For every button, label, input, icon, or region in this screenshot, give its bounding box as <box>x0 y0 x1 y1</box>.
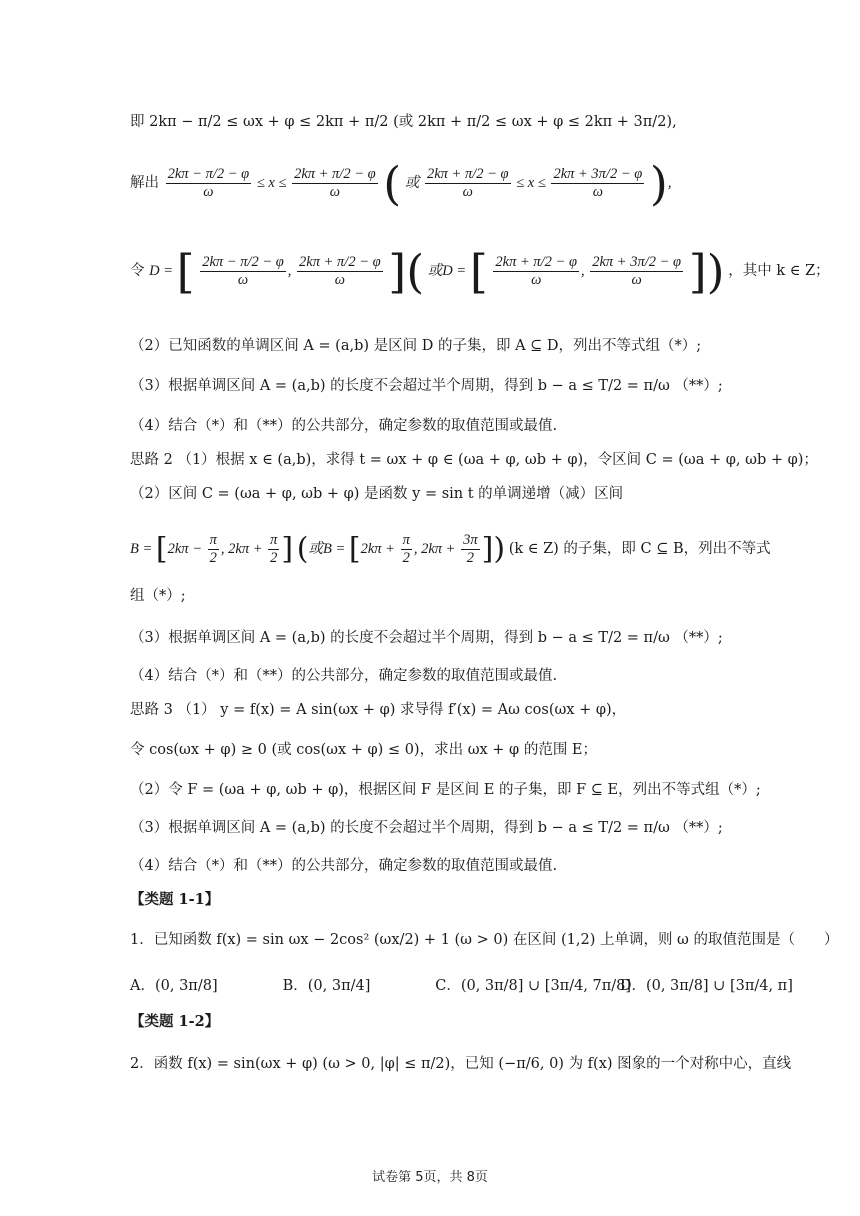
define-d-line <box>130 244 830 299</box>
route2-step3 <box>130 628 748 648</box>
question-2-text: 2．函数 f(x) = sin(ωx + φ) (ω > 0, |φ| ≤ π/2)，已知 (−π/6, 0) 为 f(x) 图象的一个对称中心，直线 <box>130 1056 792 1072</box>
question-1-text: 1．已知函数 f(x) = sin ωx − 2cos² (ωx/2) + 1 (ω > 0) 在区间 (1,2) 上单调，则 ω 的取值范围是（ ） <box>130 932 839 948</box>
route1-step2 <box>130 336 748 356</box>
route2-line2 <box>130 484 748 504</box>
route3-line3-text: （2）令 F = (ωa + φ, ωb + φ)，根据区间 F 是区间 E 的子集，即 F ⊆ E，列出不等式组（*）; <box>130 782 761 798</box>
route3-step3-text: （3）根据单调区间 A = (a,b) 的长度不会超过半个周期，得到 b − a ≤ T/2 = π/ω （**）; <box>130 820 723 836</box>
inequality-text: 即 2kπ − π/2 ≤ ωx + φ ≤ 2kπ + π/2 (或 2kπ + π/2 ≤ ωx + φ ≤ 2kπ + 3π/2), <box>130 114 677 130</box>
option-d[interactable]: D．(0, 3π/8] ∪ [3π/4, π] <box>619 978 793 994</box>
option-c[interactable]: C．(0, 3π/8] ∪ [3π/4, 7π/8] <box>435 978 632 994</box>
route2-line1-text: 思路 2 （1）根据 x ∈ (a,b)，求得 t = ωx + φ ∈ (ωa + φ, ωb + φ)，令区间 C = (ωa + φ, ωb + φ)； <box>130 452 818 468</box>
solve-line <box>130 156 748 211</box>
define-d-expression: D = [ $\frac{2k\pi - \pi/2 - \varphi}{\omega}$ , $\frac{2k\pi + \pi/2 - \varphi}{\omega}$ ]( 或D = [ $\frac{2k\pi + \pi/2 - \varphi}{\omega}$ , $\frac{2k\pi + 3\pi/2 - \varphi}{\omega}$ ]) <box>149 244 725 299</box>
route3-step3 <box>130 818 748 838</box>
route1-step3-text: （3）根据单调区间 A = (a,b) 的长度不会超过半个周期，得到 b − a ≤ T/2 = π/ω （**）; <box>130 378 723 394</box>
route2-step4 <box>130 666 748 686</box>
route1-step4 <box>130 416 748 436</box>
topic1-title-text: 【类题 1-1】 <box>130 891 220 908</box>
topic2-title <box>130 1012 748 1032</box>
route2-line3-tail: (k ∈ Z) 的子集，即 C ⊆ B，列出不等式 <box>508 540 771 557</box>
route3-line3 <box>130 780 761 800</box>
page-footer <box>0 1166 860 1185</box>
question-1 <box>130 930 839 950</box>
route2-line1 <box>130 450 818 470</box>
define-suffix: ，其中 k ∈ Z； <box>728 262 830 279</box>
topic1-title <box>130 890 748 910</box>
option-a[interactable]: A．(0, 3π/8] <box>130 978 218 994</box>
route3-step4 <box>130 856 748 876</box>
route2-line2-text: （2）区间 C = (ωa + φ, ωb + φ) 是函数 y = sin t 的单调递增（减）区间 <box>130 486 624 502</box>
route2-line3 <box>130 531 771 567</box>
inequality-line <box>130 112 748 132</box>
route1-step3 <box>130 376 748 396</box>
route2-line4 <box>130 586 748 606</box>
route2-step3-text: （3）根据单调区间 A = (a,b) 的长度不会超过半个周期，得到 b − a ≤ T/2 = π/ω （**）; <box>130 630 723 646</box>
route2-line4-text: 组（*）; <box>130 588 186 604</box>
solve-prefix: 解出 <box>130 174 159 191</box>
page-number: 试卷第 5页，共 8页 <box>372 1170 488 1185</box>
route3-line1 <box>130 700 748 720</box>
question-1-options <box>130 976 793 996</box>
route3-line2-text: 令 cos(ωx + φ) ≥ 0 (或 cos(ωx + φ) ≤ 0)，求出 ωx + φ 的范围 E； <box>130 742 598 758</box>
route2-step4-text: （4）结合（*）和（**）的公共部分，确定参数的取值范围或最值. <box>130 668 558 684</box>
topic2-title-text: 【类题 1-2】 <box>130 1013 220 1030</box>
route3-line1-text: 思路 3 （1） y = f(x) = A sin(ωx + φ) 求导得 f′(x) = Aω cos(ωx + φ)， <box>130 702 627 718</box>
route3-line2 <box>130 740 748 760</box>
route3-step4-text: （4）结合（*）和（**）的公共部分，确定参数的取值范围或最值. <box>130 858 558 874</box>
option-b[interactable]: B．(0, 3π/4] <box>282 978 371 994</box>
define-prefix: 令 <box>130 262 145 279</box>
solve-expression: $\frac{2k\pi - \pi/2 - \varphi}{\omega}$ ≤ x ≤ $\frac{2k\pi + \pi/2 - \varphi}{\omega}$ ( 或 $\frac{2k\pi + \pi/2 - \varphi}{\omega}$ ≤ x ≤ $\frac{2k\pi + 3\pi/2 - \varphi}{\omega}$ ), <box>167 156 672 211</box>
question-2 <box>130 1054 792 1074</box>
route2-interval-b: B = [2kπ − $\frac{\pi}{2}$ , 2kπ + $\frac{\pi}{2}$ ] (或B = [2kπ + $\frac{\pi}{2}$ , 2kπ + $\frac{3\pi}{2}$ ]) <box>130 531 506 567</box>
route1-step2-text: （2）已知函数的单调区间 A = (a,b) 是区间 D 的子集，即 A ⊆ D，列出不等式组（*）; <box>130 338 702 354</box>
route1-step4-text: （4）结合（*）和（**）的公共部分，确定参数的取值范围或最值. <box>130 418 558 434</box>
